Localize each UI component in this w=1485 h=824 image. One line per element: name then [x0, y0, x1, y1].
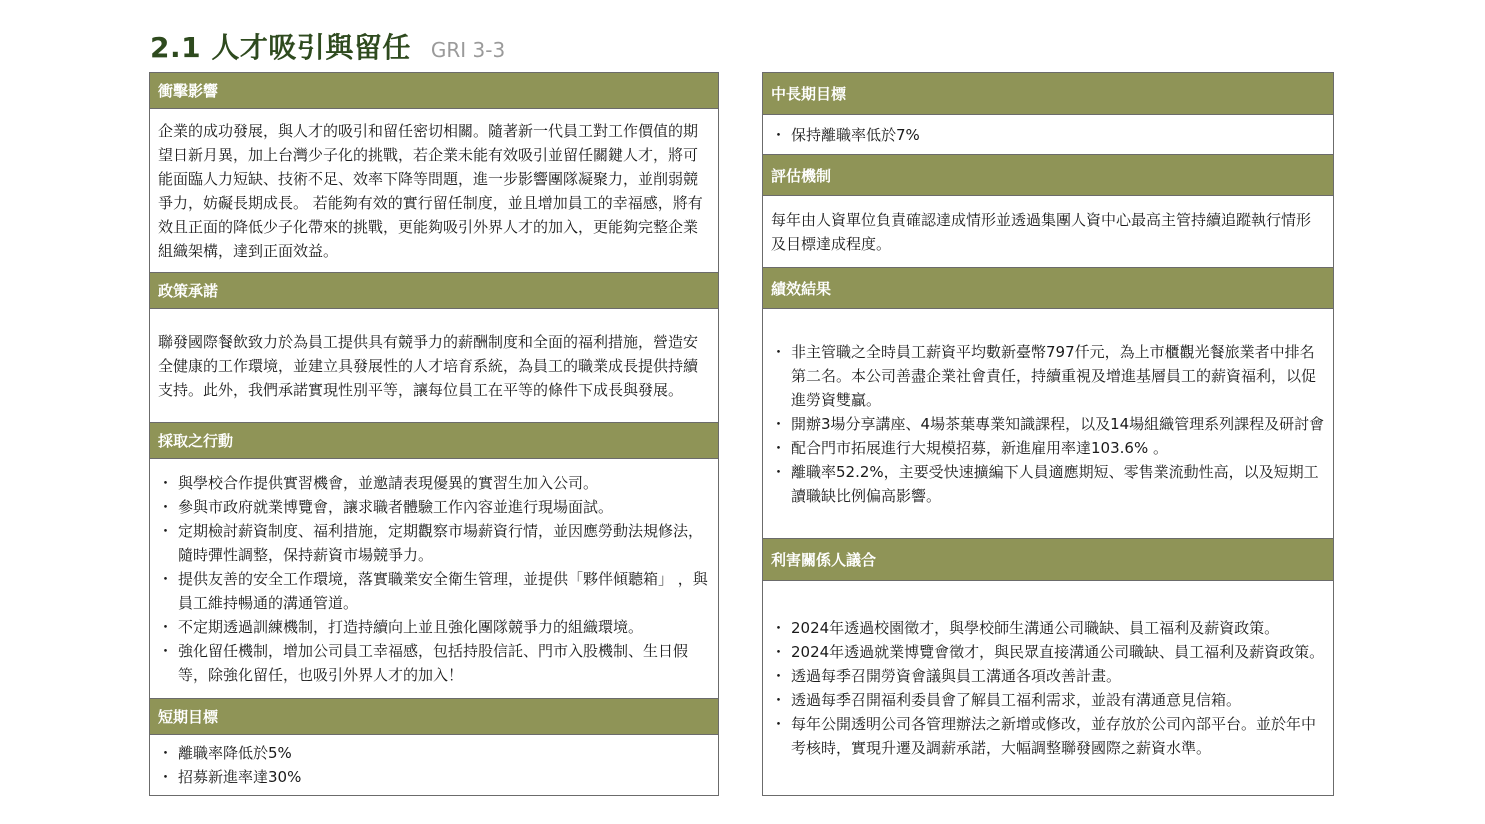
list-item: ・ 提供友善的安全工作環境，落實職業安全衛生管理，並提供「夥伴傾聽箱」 ，與員工維持暢通的溝通管道。 [158, 567, 710, 615]
stakeholder-list [771, 616, 1325, 760]
list-item: ・ 定期檢討薪資制度、福利措施，定期觀察市場薪資行情，並因應勞動法規修法，隨時彈性調整，保持薪資市場競爭力。 [158, 519, 710, 567]
gri-reference: GRI 3-3 [430, 38, 506, 62]
short-term-list [158, 741, 710, 789]
list-item: ・ 透過每季召開勞資會議與員工溝通各項改善計畫。 [771, 664, 1325, 688]
mid-long-list [771, 123, 1325, 147]
list-item: ・ 2024年透過校園徵才，與學校師生溝通公司職缺、員工福利及薪資政策。 [771, 616, 1325, 640]
actions-list [158, 471, 710, 687]
stakeholder-header: 利害關係人議合 [763, 539, 1333, 581]
mid-long-header: 中長期目標 [763, 73, 1333, 115]
mid-long-section [763, 115, 1333, 155]
impact-header: 衝擊影響 [150, 73, 718, 109]
list-item: ・ 參與市政府就業博覽會，讓求職者體驗工作內容並進行現場面試。 [158, 495, 710, 519]
policy-header: 政策承諾 [150, 273, 718, 309]
short-term-section [150, 735, 718, 795]
list-item: ・ 2024年透過就業博覽會徵才，與民眾直接溝通公司職缺、員工福利及薪資政策。 [771, 640, 1325, 664]
page-heading [150, 26, 505, 66]
list-item: ・ 強化留任機制，增加公司員工幸福感，包括持股信託、門市入股機制、生日假等，除強化留任，也吸引外界人才的加入！ [158, 639, 710, 687]
results-section [763, 309, 1333, 539]
list-item: ・ 開辦3場分享講座、4場茶葉專業知識課程，以及14場組織管理系列課程及研討會 [771, 412, 1325, 436]
right-column [762, 72, 1334, 796]
page-title: 2.1 人才吸引與留任 [150, 31, 411, 64]
list-item: ・ 離職率52.2%，主要受快速擴編下人員適應期短、零售業流動性高，以及短期工讀職缺比例偏高影響。 [771, 460, 1325, 508]
list-item: ・ 每年公開透明公司各管理辦法之新增或修改，並存放於公司內部平台。並於年中考核時，實現升遷及調薪承諾，大幅調整聯發國際之薪資水準。 [771, 712, 1325, 760]
list-item: ・ 不定期透過訓練機制，打造持續向上並且強化團隊競爭力的組織環境。 [158, 615, 710, 639]
results-list [771, 340, 1325, 508]
results-header: 績效結果 [763, 268, 1333, 309]
list-item: ・ 與學校合作提供實習機會，並邀請表現優異的實習生加入公司。 [158, 471, 710, 495]
list-item: ・ 非主管職之全時員工薪資平均數新臺幣797仟元，為上市櫃觀光餐旅業者中排名第二名。本公司善盡企業社會責任，持續重視及增進基層員工的薪資福利，以促進勞資雙贏。 [771, 340, 1325, 412]
actions-header: 採取之行動 [150, 423, 718, 459]
stakeholder-section [763, 581, 1333, 795]
evaluation-section [763, 196, 1333, 268]
impact-section [150, 109, 718, 273]
policy-section [150, 309, 718, 423]
list-item: ・ 配合門市拓展進行大規模招募，新進雇用率達103.6% 。 [771, 436, 1325, 460]
policy-text: 聯發國際餐飲致力於為員工提供具有競爭力的薪酬制度和全面的福利措施，營造安全健康的工作環境，並建立具發展性的人才培育系統，為員工的職業成長提供持續支持。此外，我們承諾實現性別平等，讓每位員工在平等的條件下成長與發展。 [158, 332, 699, 399]
list-item: ・ 透過每季召開福利委員會了解員工福利需求，並設有溝通意見信箱。 [771, 688, 1325, 712]
short-term-header: 短期目標 [150, 699, 718, 735]
left-column [149, 72, 719, 796]
list-item: ・ 離職率降低於5% [158, 741, 710, 765]
actions-section [150, 459, 718, 699]
evaluation-text: 每年由人資單位負責確認達成情形並透過集團人資中心最高主管持續追蹤執行情形及目標達成程度。 [771, 210, 1312, 253]
impact-text: 企業的成功發展，與人才的吸引和留任密切相關。隨著新一代員工對工作價值的期望日新月異，加上台灣少子化的挑戰，若企業未能有效吸引並留任關鍵人才，將可能面臨人力短缺、技術不足、效率下降等問題，進一步影響團隊凝聚力，並削弱競爭力，妨礙長期成長。 若能夠有效的實行留任制度，並且增加員工的幸福感，將有效且正面的降低少子化帶來的挑戰，更能夠吸引外界人才的加入，更能夠完整企業組織架構，達到正面效益。 [158, 121, 703, 260]
list-item: ・ 保持離職率低於7% [771, 123, 1325, 147]
list-item: ・ 招募新進率達30% [158, 765, 710, 789]
evaluation-header: 評估機制 [763, 155, 1333, 196]
